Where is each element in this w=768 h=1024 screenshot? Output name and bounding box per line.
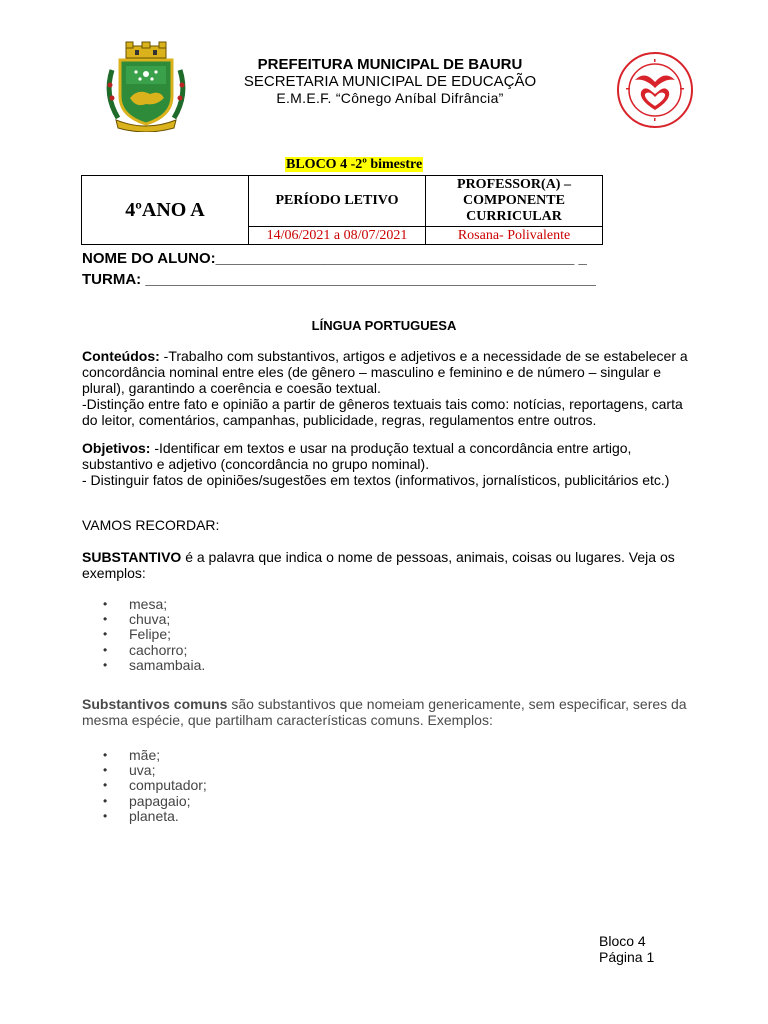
block-title [285, 157, 423, 173]
list-item: • Felipe; [82, 627, 205, 642]
school-seal-logo [613, 48, 697, 132]
substantivo-label: SUBSTANTIVO [82, 549, 182, 565]
objetivos-text: -Identificar em textos e usar na produção textual a concordância entre artigo, substantivo e adjetivo (concordância no grupo nominal). [82, 440, 632, 472]
student-name-field[interactable]: NOME DO ALUNO:___________________________________________ _ [82, 250, 587, 267]
list-item: • computador; [82, 778, 207, 793]
info-table [81, 175, 603, 245]
list-item: • planeta. [82, 809, 207, 824]
teacher-name: Rosana- Polivalente [457, 227, 571, 243]
conteudos-text-2: -Distinção entre fato e opinião a partir de gêneros textuais tais como: notícias, reportagens, carta do leitor, comentários, campanhas, publicidade, regras, regulamentos entre outros. [82, 396, 683, 428]
teacher-label: PROFESSOR(A) – COMPONENTE CURRICULAR [457, 177, 571, 224]
substantivo-text: é a palavra que indica o nome de pessoas, animais, coisas ou lugares. Veja os exemplos: [82, 549, 675, 581]
comuns-label: Substantivos comuns [82, 696, 228, 712]
comuns-text: são substantivos que nomeiam genericamente, sem especificar, seres da mesma espécie, que partilham características comuns. Exemplos: [82, 696, 687, 728]
objetivos-text-2: - Distinguir fatos de opiniões/sugestões em textos (informativos, jornalísticos, publicitários etc.) [82, 472, 670, 488]
list-item: • cachorro; [82, 643, 205, 658]
bauru-coat-of-arms-logo [100, 40, 192, 132]
objetivos-label: Objetivos: [82, 440, 151, 456]
recordar-heading: VAMOS RECORDAR: [82, 517, 220, 533]
period-header-cell [249, 176, 426, 227]
header-school: E.M.E.F. “Cônego Aníbal Difrância” [276, 90, 504, 106]
conteudos-text: -Trabalho com substantivos, artigos e adjetivos e a necessidade de se estabelecer a concordância nominal entre eles (de gênero – masculino e feminino e de número – singular e plural), garantindo a coerência e coesão textual. [82, 348, 688, 396]
conteudos-paragraph [82, 348, 702, 428]
list-item: • mesa; [82, 597, 205, 612]
list-item: • mãe; [82, 748, 207, 763]
conteudos-label: Conteúdos: [82, 348, 160, 364]
teacher-cell [426, 227, 603, 245]
examples-list-1 [82, 597, 205, 673]
subject-heading: LÍNGUA PORTUGUESA [311, 318, 457, 333]
block-title-text: BLOCO 4 -2º bimestre [286, 157, 423, 172]
teacher-header-cell [426, 176, 603, 227]
comuns-paragraph [82, 696, 702, 728]
dates-cell [249, 227, 426, 245]
class-field[interactable]: TURMA: ______________________________________________________ [82, 271, 596, 288]
header-prefeitura: PREFEITURA MUNICIPAL DE BAURU [257, 56, 523, 73]
period-label: PERÍODO LETIVO [275, 193, 399, 208]
class-cell [82, 176, 249, 245]
list-item: • chuva; [82, 612, 205, 627]
list-item: • samambaia. [82, 658, 205, 673]
period-dates: 14/06/2021 a 08/07/2021 [266, 227, 408, 243]
footer-block: Bloco 4 [599, 933, 646, 949]
header-secretaria: SECRETARIA MUNICIPAL DE EDUCAÇÃO [243, 73, 537, 90]
list-item: • papagaio; [82, 794, 207, 809]
class-label: 4ºANO A [125, 198, 205, 221]
footer-page: Página 1 [599, 949, 655, 965]
examples-list-2 [82, 748, 207, 824]
substantivo-paragraph [82, 549, 702, 581]
list-item: • uva; [82, 763, 207, 778]
objetivos-paragraph [82, 440, 702, 488]
